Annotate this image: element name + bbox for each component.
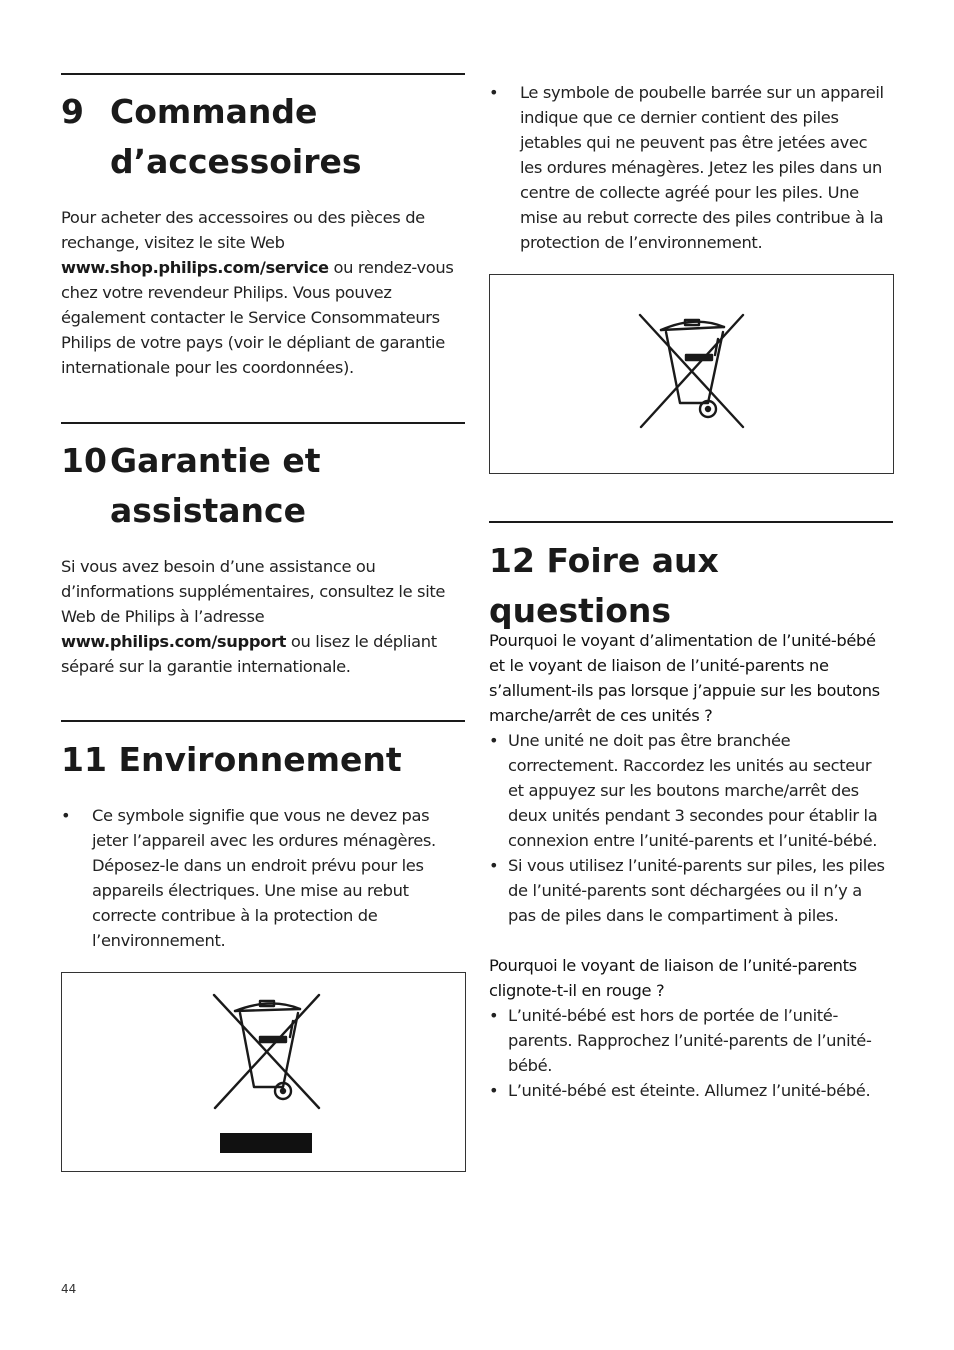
section-title: Environnement: [118, 740, 402, 779]
section-9-paragraph: [61, 205, 461, 380]
faq-answer: [489, 1078, 889, 1103]
answer-text: L’unité-bébé est hors de portée de l’unité-parents. Rapprochez l’unité-parents de l’unité-bébé.: [508, 1006, 872, 1075]
section-number: 9: [61, 92, 84, 131]
crossed-out-wheelie-bin-with-bar-icon: [62, 973, 467, 1173]
paragraph-text: Si vous avez besoin d’une assistance ou d’informations supplémentaires, consultez le site Web de Philips à l’adresse: [61, 557, 446, 626]
support-url-link[interactable]: www.philips.com/support: [61, 632, 287, 651]
bullet-text: Ce symbole signifie que vous ne devez pas jeter l’appareil avec les ordures ménagères. Déposez-le dans un endroit prévu pour les appareils électriques. Une mise au rebut correcte contribue à la protection de l’environnement.: [92, 806, 436, 950]
section-number: 10: [61, 441, 107, 480]
weee-symbol-figure: [61, 972, 466, 1172]
shop-url-link[interactable]: www.shop.philips.com/service: [61, 258, 329, 277]
section-title: Foire aux questions: [489, 541, 719, 630]
bullet-glyph: •: [489, 1081, 499, 1100]
section-10-heading: [61, 436, 466, 536]
bullet-glyph: •: [489, 856, 499, 875]
faq-answer: [489, 728, 889, 853]
faq-answer: [489, 853, 889, 928]
paragraph-text: ou lisez le dépliant séparé sur la garantie internationale.: [61, 632, 437, 676]
section-number: 12: [489, 541, 535, 580]
bullet-glyph: •: [489, 1006, 499, 1025]
section-11-heading: [61, 735, 466, 785]
section-divider: [61, 720, 465, 722]
environment-bullet-1: [61, 803, 441, 953]
bullet-glyph: •: [489, 83, 499, 102]
section-title-line1: Commande: [110, 92, 318, 131]
crossed-out-wheelie-bin-icon: [490, 275, 895, 475]
section-divider: [61, 73, 465, 75]
section-divider: [489, 521, 893, 523]
bullet-glyph: •: [489, 731, 499, 750]
section-10-paragraph: [61, 554, 466, 679]
faq-answer: [489, 1003, 889, 1078]
section-12-heading: [489, 536, 894, 636]
weee-bar: [220, 1133, 312, 1153]
paragraph-text: Pour acheter des accessoires ou des pièces de rechange, visitez le site Web: [61, 208, 425, 252]
answer-text: Si vous utilisez l’unité-parents sur piles, les piles de l’unité-parents sont déchargées ou il n’y a pas de piles dans le compartiment à piles.: [508, 856, 885, 925]
answer-text: L’unité-bébé est éteinte. Allumez l’unité-bébé.: [508, 1081, 871, 1100]
battery-symbol-figure: [489, 274, 894, 474]
section-divider: [61, 422, 465, 424]
faq-item: [489, 628, 889, 928]
bullet-glyph: •: [61, 806, 71, 825]
faq-question: Pourquoi le voyant d’alimentation de l’unité-bébé et le voyant de liaison de l’unité-parents ne s’allument-ils pas lorsque j’appuie sur les boutons marche/arrêt de ces unités ?: [489, 631, 880, 725]
environment-bullet-2: [489, 80, 889, 255]
faq-question: Pourquoi le voyant de liaison de l’unité-parents clignote-t-il en rouge ?: [489, 956, 857, 1000]
paragraph-text: ou rendez-vous chez votre revendeur Philips. Vous pouvez également contacter le Service Consommateurs Philips de votre pays (voir le dépliant de garantie internationale pour les coordonnées).: [61, 258, 454, 377]
section-title-line1: Garantie et: [110, 441, 321, 480]
bullet-text: Le symbole de poubelle barrée sur un appareil indique que ce dernier contient des piles jetables qui ne peuvent pas être jetées avec les ordures ménagères. Jetez les piles dans un centre de collecte agréé pour les piles. Une mise au rebut correcte des piles contribue à la protection de l’environnement.: [520, 83, 884, 252]
section-title-line2: assistance: [110, 491, 306, 530]
section-9-heading: [61, 87, 466, 187]
section-title-line2: d’accessoires: [110, 142, 362, 181]
answer-text: Une unité ne doit pas être branchée correctement. Raccordez les unités au secteur et appuyez sur les boutons marche/arrêt des deux unités pendant 3 secondes pour établir la connexion entre l’unité-parents et l’unité-bébé.: [508, 731, 878, 850]
section-number: 11: [61, 740, 107, 779]
page-number: 44: [61, 1282, 77, 1296]
faq-item: [489, 953, 889, 1103]
